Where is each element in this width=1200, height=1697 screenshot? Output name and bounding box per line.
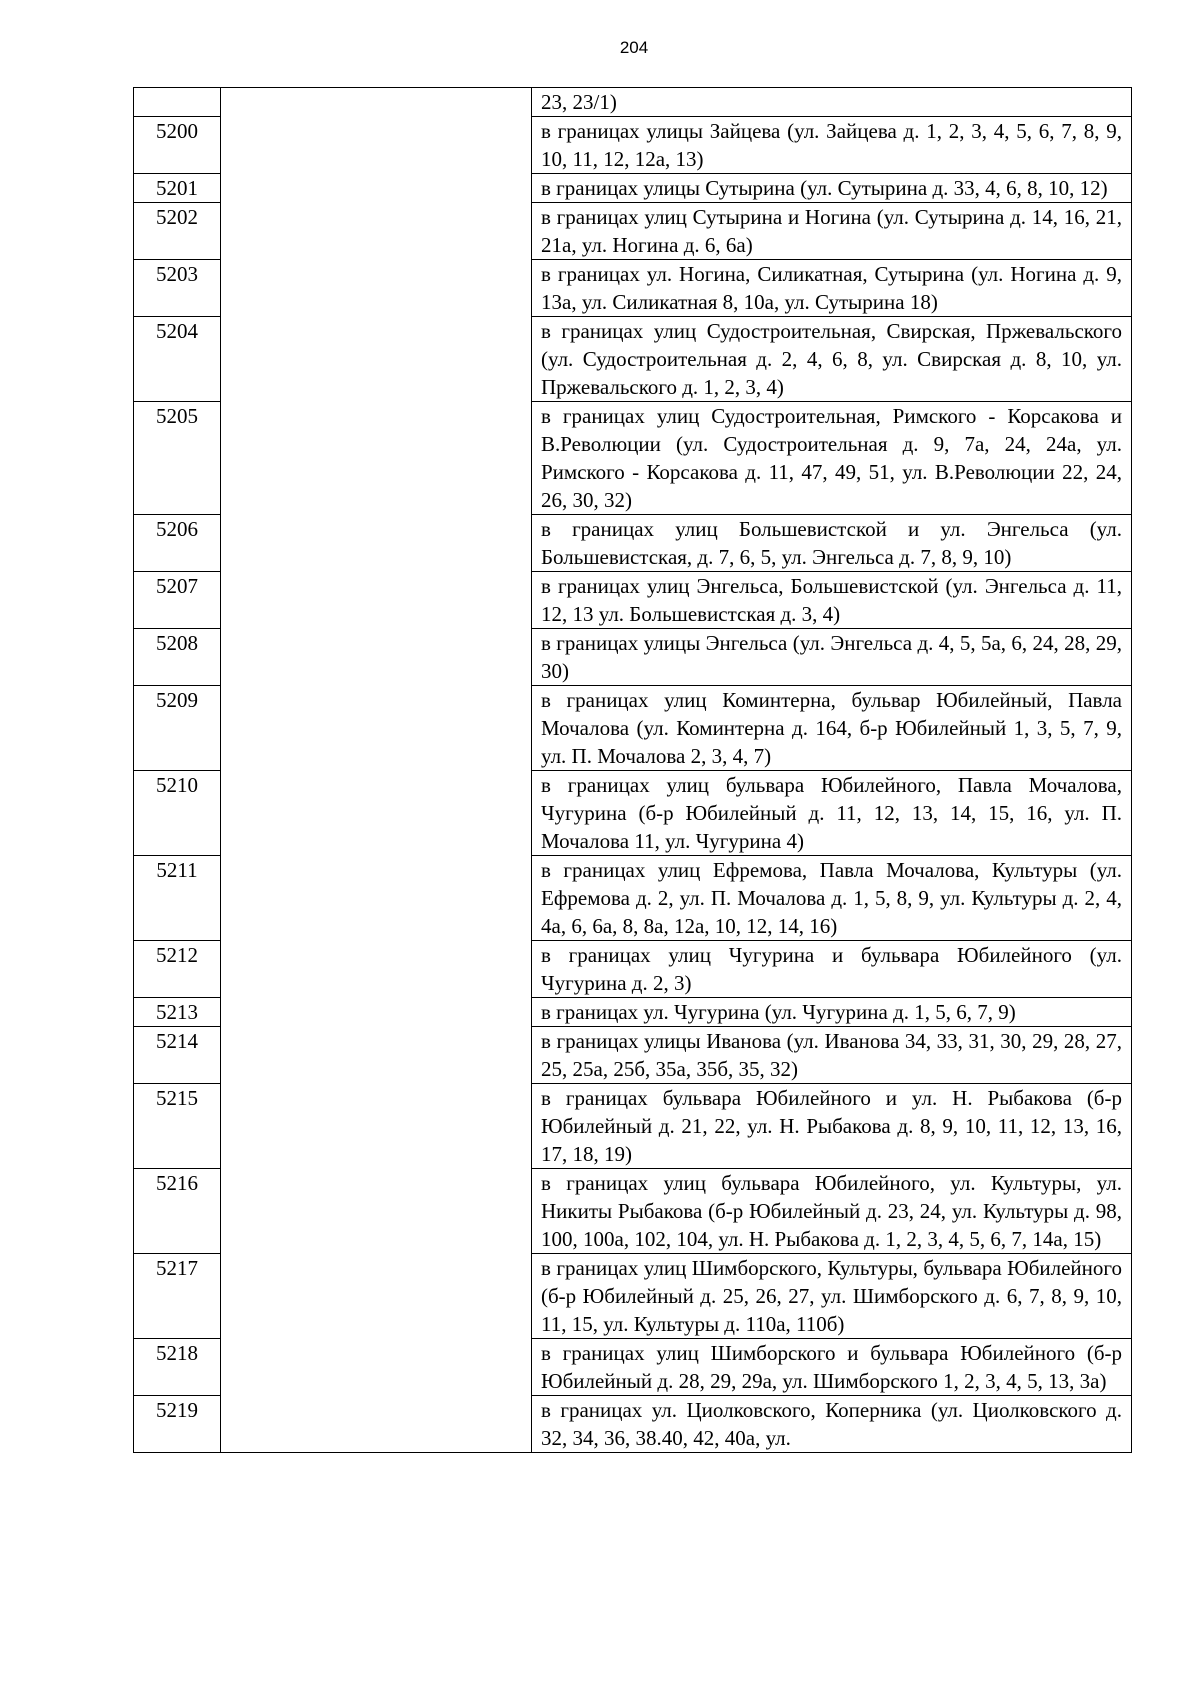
row-description: в границах улиц Сутырина и Ногина (ул. Сутырина д. 14, 16, 21, 21а, ул. Ногина д. 6, 6а)	[532, 203, 1132, 260]
address-table-body	[134, 88, 1132, 1453]
row-description: в границах улиц бульвара Юбилейного, ул. Культуры, ул. Никиты Рыбакова (б-р Юбилейный д. 23, 24, ул. Культуры д. 98, 100, 100а, 102, 104, ул. Н. Рыбакова д. 1, 2, 3, 4, 5, 6, 7, 14а, 15)	[532, 1169, 1132, 1254]
address-table	[133, 87, 1132, 1453]
row-description: в границах ул. Чугурина (ул. Чугурина д. 1, 5, 6, 7, 9)	[532, 998, 1132, 1027]
row-description: в границах улиц Судостроительная, Свирская, Пржевальского (ул. Судостроительная д. 2, 4, 6, 8, ул. Свирская д. 8, 10, ул. Пржевальского д. 1, 2, 3, 4)	[532, 317, 1132, 402]
row-description: в границах улицы Энгельса (ул. Энгельса д. 4, 5, 5а, 6, 24, 28, 29, 30)	[532, 629, 1132, 686]
row-description: 23, 23/1)	[532, 88, 1132, 117]
row-description: в границах улиц Шимборского и бульвара Юбилейного (б-р Юбилейный д. 28, 29, 29а, ул. Шимборского 1, 2, 3, 4, 5, 13, 3а)	[532, 1339, 1132, 1396]
row-number: 5212	[134, 941, 221, 998]
row-description: в границах улиц Чугурина и бульвара Юбилейного (ул. Чугурина д. 2, 3)	[532, 941, 1132, 998]
row-number: 5215	[134, 1084, 221, 1169]
row-description: в границах улиц Коминтерна, бульвар Юбилейный, Павла Мочалова (ул. Коминтерна д. 164, б-р Юбилейный 1, 3, 5, 7, 9, ул. П. Мочалова 2, 3, 4, 7)	[532, 686, 1132, 771]
row-description: в границах улиц Энгельса, Большевистской (ул. Энгельса д. 11, 12, 13 ул. Большевистская д. 3, 4)	[532, 572, 1132, 629]
row-description: в границах улиц бульвара Юбилейного, Павла Мочалова, Чугурина (б-р Юбилейный д. 11, 12, 13, 14, 15, 16, ул. П. Мочалова 11, ул. Чугурина 4)	[532, 771, 1132, 856]
row-description: в границах улиц Большевистской и ул. Энгельса (ул. Большевистская, д. 7, 6, 5, ул. Энгельса д. 7, 8, 9, 10)	[532, 515, 1132, 572]
row-number: 5219	[134, 1396, 221, 1453]
row-number	[134, 88, 221, 117]
row-number: 5204	[134, 317, 221, 402]
row-number: 5202	[134, 203, 221, 260]
row-number: 5218	[134, 1339, 221, 1396]
row-description: в границах улиц Судостроительная, Римского - Корсакова и В.Революции (ул. Судостроительная д. 9, 7а, 24, 24а, ул. Римского - Корсакова д. 11, 47, 49, 51, ул. В.Революции 22, 24, 26, 30, 32)	[532, 402, 1132, 515]
row-number: 5201	[134, 174, 221, 203]
page-number: 204	[619, 38, 649, 57]
row-description: в границах улицы Зайцева (ул. Зайцева д. 1, 2, 3, 4, 5, 6, 7, 8, 9, 10, 11, 12, 12а, 13)	[532, 117, 1132, 174]
row-number: 5210	[134, 771, 221, 856]
row-number: 5208	[134, 629, 221, 686]
table-row	[134, 88, 1132, 117]
row-number: 5203	[134, 260, 221, 317]
row-description: в границах ул. Циолковского, Коперника (ул. Циолковского д. 32, 34, 36, 38.40, 42, 40а, ул.	[532, 1396, 1132, 1453]
row-number: 5216	[134, 1169, 221, 1254]
row-number: 5200	[134, 117, 221, 174]
row-description: в границах улиц Ефремова, Павла Мочалова, Культуры (ул. Ефремова д. 2, ул. П. Мочалова д. 1, 5, 8, 9, ул. Культуры д. 2, 4, 4а, 6, 6а, 8, 8а, 12а, 10, 12, 14, 16)	[532, 856, 1132, 941]
empty-middle-column	[221, 88, 532, 1453]
row-description: в границах улицы Сутырина (ул. Сутырина д. 33, 4, 6, 8, 10, 12)	[532, 174, 1132, 203]
row-number: 5207	[134, 572, 221, 629]
row-description: в границах бульвара Юбилейного и ул. Н. Рыбакова (б-р Юбилейный д. 21, 22, ул. Н. Рыбакова д. 8, 9, 10, 11, 12, 13, 16, 17, 18, 19)	[532, 1084, 1132, 1169]
row-description: в границах ул. Ногина, Силикатная, Сутырина (ул. Ногина д. 9, 13а, ул. Силикатная 8, 10а, ул. Сутырина 18)	[532, 260, 1132, 317]
row-number: 5209	[134, 686, 221, 771]
row-number: 5211	[134, 856, 221, 941]
row-description: в границах улиц Шимборского, Культуры, бульвара Юбилейного (б-р Юбилейный д. 25, 26, 27, ул. Шимборского д. 6, 7, 8, 9, 10, 11, 15, ул. Культуры д. 110а, 110б)	[532, 1254, 1132, 1339]
row-number: 5205	[134, 402, 221, 515]
row-description: в границах улицы Иванова (ул. Иванова 34, 33, 31, 30, 29, 28, 27, 25, 25а, 25б, 35а, 35б, 35, 32)	[532, 1027, 1132, 1084]
row-number: 5213	[134, 998, 221, 1027]
row-number: 5206	[134, 515, 221, 572]
row-number: 5214	[134, 1027, 221, 1084]
row-number: 5217	[134, 1254, 221, 1339]
